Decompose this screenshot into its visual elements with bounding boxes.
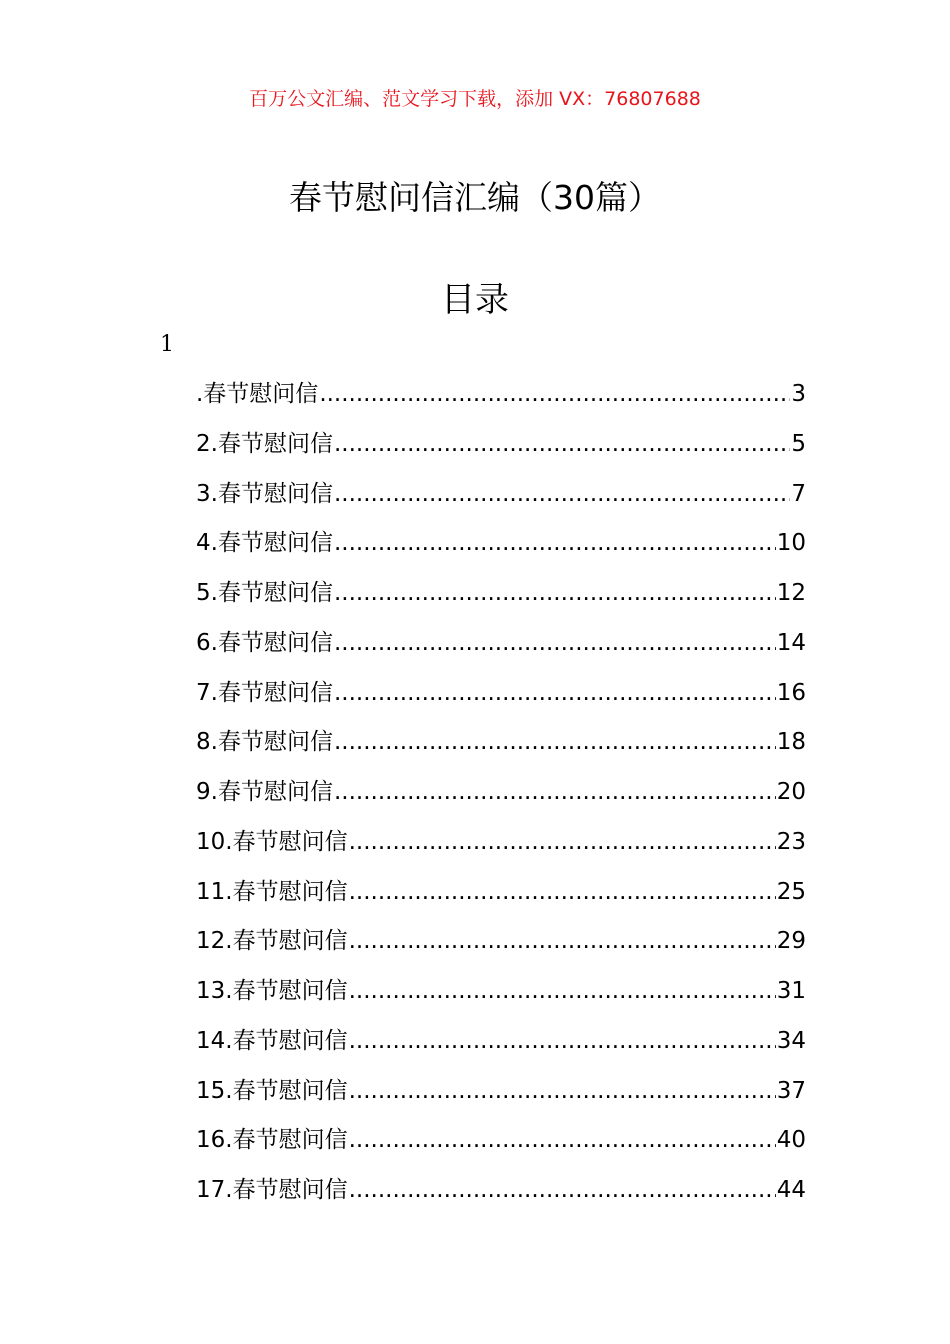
toc-entry-label: 6.春节慰问信 bbox=[196, 629, 333, 656]
toc-entry[interactable] bbox=[196, 574, 806, 624]
toc-leader-dots bbox=[334, 680, 776, 706]
toc-leader-dots bbox=[349, 1028, 776, 1054]
toc-entry[interactable] bbox=[196, 1121, 806, 1171]
toc-entry-page: 12 bbox=[776, 580, 806, 606]
toc-entry[interactable] bbox=[196, 425, 806, 475]
toc-entry[interactable] bbox=[196, 524, 806, 574]
toc-leader-dots bbox=[334, 530, 776, 556]
toc-entry-label: .春节慰问信 bbox=[196, 381, 319, 407]
toc-entry[interactable] bbox=[196, 823, 806, 873]
toc-entry-page: 7 bbox=[791, 480, 806, 507]
toc-leader-dots bbox=[349, 1177, 776, 1203]
toc-entry-label: 2.春节慰问信 bbox=[196, 430, 333, 457]
toc-entry-page: 40 bbox=[776, 1127, 806, 1154]
toc-leader-dots bbox=[334, 779, 776, 805]
toc-entry[interactable] bbox=[196, 922, 806, 972]
toc-entry-page: 44 bbox=[776, 1177, 806, 1203]
toc-entry-label: 5.春节慰问信 bbox=[196, 580, 333, 606]
toc-leader-dots bbox=[334, 630, 776, 656]
toc-leader-dots bbox=[349, 978, 776, 1004]
toc-leader-dots bbox=[349, 879, 776, 905]
toc-entry[interactable] bbox=[196, 624, 806, 674]
toc-entry-page: 34 bbox=[776, 1027, 806, 1054]
toc-entry-page: 37 bbox=[776, 1077, 806, 1104]
document-title: 春节慰问信汇编（30篇） bbox=[289, 178, 661, 217]
toc-entry-page: 10 bbox=[776, 530, 806, 557]
toc-entry-page: 20 bbox=[776, 779, 806, 805]
toc-entry-label: 3.春节慰问信 bbox=[196, 480, 333, 507]
toc-entry-page: 31 bbox=[776, 978, 806, 1004]
toc-entry[interactable] bbox=[196, 674, 806, 724]
toc-entry-label: 4.春节慰问信 bbox=[196, 530, 333, 557]
toc-leader-dots bbox=[349, 1078, 776, 1104]
toc-entry-label: 8.春节慰问信 bbox=[196, 729, 333, 756]
toc-heading: 目录 bbox=[441, 280, 509, 320]
toc-entry-label: 11.春节慰问信 bbox=[196, 878, 348, 905]
toc-entry[interactable] bbox=[196, 873, 806, 923]
toc-entry[interactable] bbox=[196, 723, 806, 773]
toc-entry-label: 17.春节慰问信 bbox=[196, 1177, 348, 1203]
toc-leader-dots bbox=[334, 431, 790, 457]
toc-entry[interactable] bbox=[196, 1072, 806, 1122]
toc-leader-dots bbox=[349, 1127, 776, 1153]
toc-entry-page: 3 bbox=[791, 381, 806, 407]
toc-entry-page: 16 bbox=[776, 679, 806, 706]
toc-entry[interactable] bbox=[196, 475, 806, 525]
toc-entry[interactable] bbox=[196, 1022, 806, 1072]
toc-entry-label: 7.春节慰问信 bbox=[196, 679, 333, 706]
toc-leader-dots bbox=[334, 729, 776, 755]
toc-entry-label: 9.春节慰问信 bbox=[196, 779, 333, 805]
toc-entry-label: 13.春节慰问信 bbox=[196, 978, 348, 1004]
toc-entry-page: 5 bbox=[791, 430, 806, 457]
toc-entry-page: 29 bbox=[776, 928, 806, 955]
toc-entry-label: 12.春节慰问信 bbox=[196, 928, 348, 955]
toc-leader-dots bbox=[349, 829, 776, 855]
toc-entry[interactable] bbox=[196, 1171, 806, 1221]
toc-leader-dots bbox=[334, 580, 776, 606]
toc-leader-dots bbox=[334, 481, 790, 507]
table-of-contents bbox=[196, 375, 806, 1221]
stray-number: 1 bbox=[160, 332, 174, 357]
toc-entry[interactable] bbox=[196, 773, 806, 823]
toc-entry[interactable] bbox=[196, 375, 806, 425]
toc-entry-label: 15.春节慰问信 bbox=[196, 1077, 348, 1104]
toc-entry-page: 23 bbox=[776, 828, 806, 855]
toc-leader-dots bbox=[349, 928, 776, 954]
toc-entry-label: 14.春节慰问信 bbox=[196, 1027, 348, 1054]
toc-entry[interactable] bbox=[196, 972, 806, 1022]
header-notice: 百万公文汇编、范文学习下载，添加 VX：76807688 bbox=[249, 88, 701, 110]
toc-entry-label: 10.春节慰问信 bbox=[196, 828, 348, 855]
toc-leader-dots bbox=[319, 381, 790, 407]
toc-entry-page: 18 bbox=[776, 729, 806, 756]
toc-entry-page: 14 bbox=[776, 629, 806, 656]
toc-entry-label: 16.春节慰问信 bbox=[196, 1127, 348, 1154]
toc-entry-page: 25 bbox=[776, 878, 806, 905]
